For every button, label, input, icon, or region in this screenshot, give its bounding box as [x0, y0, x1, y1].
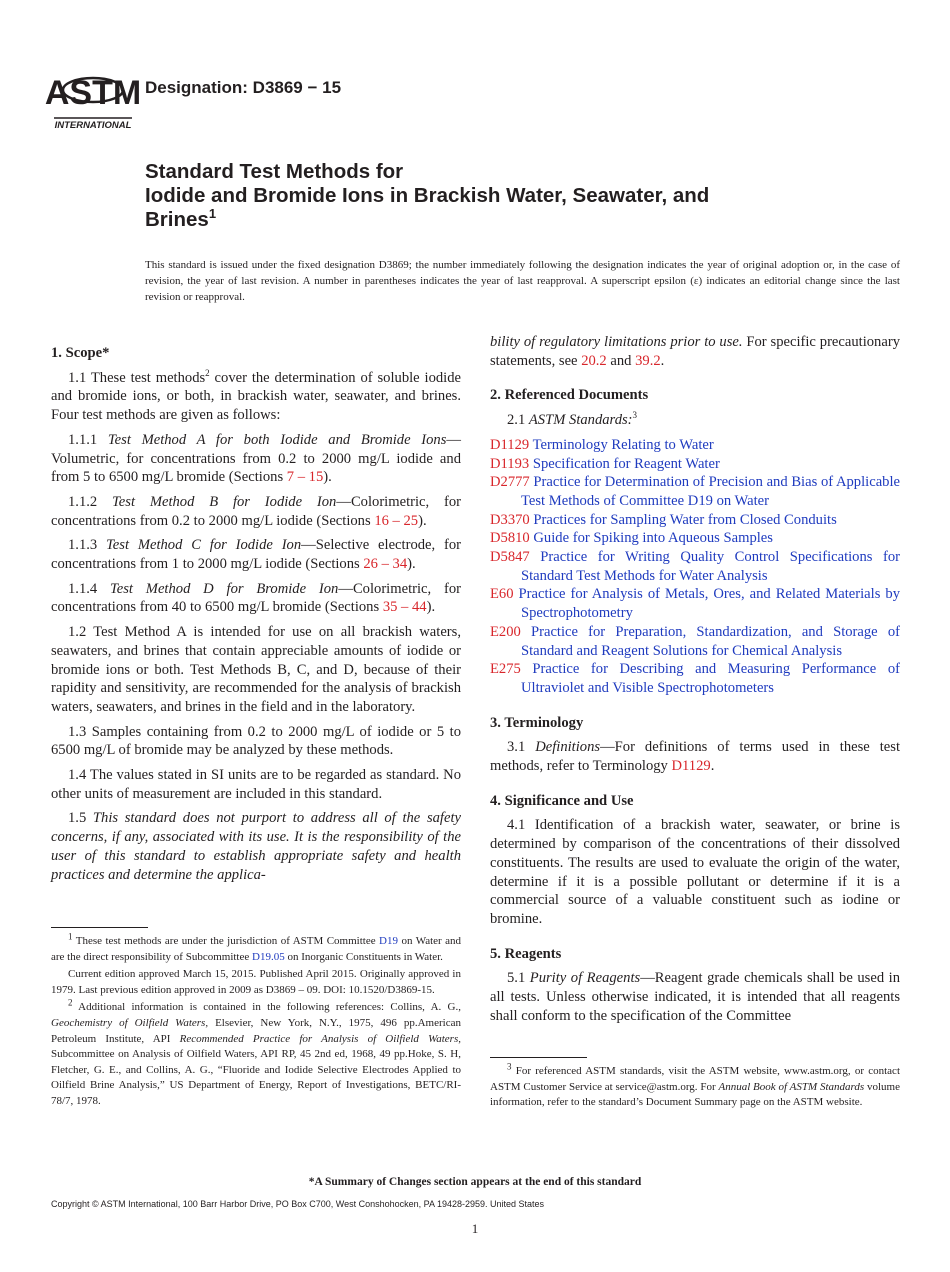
title-line: Standard Test Methods for	[145, 160, 404, 183]
footnote-ref[interactable]: 3	[507, 1061, 512, 1072]
paragraph	[490, 411, 900, 430]
reference-code-link[interactable]: D5810	[490, 530, 530, 547]
reference-code-link[interactable]: D5847	[490, 549, 530, 566]
italic-text: Annual Book of ASTM Standards	[718, 1080, 865, 1093]
section-heading: 3. Terminology	[490, 714, 584, 731]
text-span: ).	[407, 556, 416, 573]
cross-reference-link[interactable]: 26 – 34	[363, 556, 408, 573]
text-span: 1.1.4	[68, 580, 110, 597]
left-column	[51, 335, 461, 890]
paragraph	[51, 580, 461, 617]
reference-item	[490, 660, 900, 697]
text-span: ).	[426, 599, 436, 616]
cross-reference-link[interactable]: D19	[379, 935, 398, 947]
section-heading: 5. Reagents	[490, 945, 562, 962]
text-span: For referenced ASTM standards, visit the ASTM website, www.astm.org, or contact ASTM Customer Service at service@astm.org. For	[490, 1065, 900, 1093]
paragraph	[51, 809, 461, 884]
section-heading: 2. Referenced Documents	[490, 387, 649, 404]
right-column	[490, 333, 900, 1032]
cross-reference-link[interactable]: D1129	[671, 758, 711, 775]
text-span: 1.1.1	[68, 431, 108, 448]
footnote-ref[interactable]: 2	[205, 367, 210, 378]
paragraph	[51, 623, 461, 717]
footnote	[51, 997, 461, 1109]
italic-text: Definitions	[535, 739, 601, 756]
text-span: —Reagent grade chemicals shall be used in all tests. Unless otherwise indicated, it is intended that all reagents shall conform to the specification of the Committee	[490, 970, 901, 1024]
text-span: —Colorimetric, for concentrations from 40 to 6500 mg/L bromide (Sections	[51, 580, 461, 616]
text-span: and	[606, 352, 636, 369]
reference-title-link[interactable]: Practice for Determination of Precision and Bias of Applicable Test Methods of Committee D19 on Water	[521, 474, 900, 509]
text-span: 1.1 These test methods	[68, 369, 206, 386]
text-span: 2.1	[507, 412, 529, 429]
text-span: For specific precautionary statements, see	[490, 334, 900, 369]
reference-item	[490, 548, 900, 585]
reference-code-link[interactable]: E200	[490, 623, 521, 640]
italic-text: This standard does not purport to address all of the safety concerns, if any, associated with its use. It is the responsibility of the user of this standard to establish appropriate safety and health practices and determine the applica-	[51, 810, 461, 883]
text-span: 4.1 Identification of a brackish water, seawater, or brine is determined by comparison of the concentrations of their dissolved constituents. The results are used to evaluate the origin of the water, determine if it is a possible pollutant or determine if it is a commercial source of a valuable constituent such as iodine or bromine.	[490, 817, 900, 927]
reference-title-link[interactable]: Practice for Analysis of Metals, Ores, and Related Materials by Spectrophotometry	[518, 586, 900, 622]
text-span: These test methods are under the jurisdiction of ASTM Committee	[72, 935, 380, 947]
italic-text: Recommended Practice for Analysis of Oilfield Waters	[179, 1032, 459, 1045]
reference-item	[490, 623, 900, 660]
reference-title-link[interactable]: Practice for Describing and Measuring Performance of Ultraviolet and Visible Spectrophotometers	[521, 661, 900, 696]
reference-title-link[interactable]: Guide for Spiking into Aqueous Samples	[533, 530, 773, 547]
text-span: .	[660, 352, 665, 369]
reference-item	[490, 473, 900, 510]
text-span: Current edition approved March 15, 2015. Published April 2015. Originally approved in 1979. Last previous edition approved in 2009 as D3869 – 09. DOI: 10.1520/D3869-15.	[51, 968, 461, 996]
svg-text:ASTM: ASTM	[44, 74, 142, 112]
paragraph	[490, 969, 900, 1025]
text-span: ).	[418, 512, 427, 529]
paragraph	[51, 431, 461, 487]
cross-reference-link[interactable]: 35 – 44	[382, 599, 427, 616]
cross-reference-link[interactable]: 16 – 25	[374, 512, 419, 529]
footnotes-right	[490, 1061, 900, 1113]
paragraph	[51, 723, 461, 760]
reference-item	[490, 511, 900, 530]
footnote-rule	[51, 927, 148, 928]
footnote-ref[interactable]: 1	[68, 931, 73, 942]
reference-item	[490, 529, 900, 548]
text-span: —Selective electrode, for concentrations from 1 to 2000 mg/L iodide (Sections	[51, 537, 462, 573]
reference-title-link[interactable]: Terminology Relating to Water	[532, 436, 714, 453]
text-span: 5.1	[507, 970, 530, 987]
footnote-ref[interactable]: 2	[68, 997, 73, 1008]
text-span: 1.3 Samples containing from 0.2 to 2000 mg/L of iodide or 5 to 6500 mg/L of bromide may be analyzed by these methods.	[51, 723, 461, 759]
paragraph	[51, 536, 461, 573]
footnote-rule	[490, 1057, 587, 1058]
text-span: cover the determination of soluble iodide and bromide ions, or both, in brackish water, seawater, and brines. Four test methods are given as follows:	[51, 369, 461, 424]
text-span: —Volumetric, for concentrations from 0.2 to 2000 mg/L iodide and from 5 to 6500 mg/L bromide (Sections	[51, 431, 461, 486]
copyright: Copyright © ASTM International, 100 Barr Harbor Drive, PO Box C700, West Conshohocken, PA 19428-2959. United States	[51, 1199, 545, 1209]
text-span: —Colorimetric, for concentrations from 0.2 to 2000 mg/L iodide (Sections	[51, 493, 461, 529]
document-title	[145, 160, 845, 232]
reference-code-link[interactable]: E275	[490, 661, 521, 678]
cross-reference-link[interactable]: D19.05	[252, 950, 285, 963]
text-span: 1.5	[68, 810, 93, 827]
text-span: 1.2 Test Method A is intended for use on all brackish waters, seawaters, and brines that contain appreciable amounts of iodide or bromide ions or both. Test Methods B, C, and D, because of their rapidity and sensitivity, are recommended for the analysis of brackish waters, seawaters, and brines in the field and in the laboratory.	[51, 624, 461, 715]
summary-note: *A Summary of Changes section appears at the end of this standard	[308, 1176, 642, 1188]
reference-item	[490, 436, 900, 455]
reference-item	[490, 455, 900, 474]
text-span: —For definitions of terms used in these test methods, refer to Terminology	[490, 739, 900, 775]
text-span: 1.4 The values stated in SI units are to be regarded as standard. No other units of measurement are included in this standard.	[51, 767, 461, 802]
cross-reference-link[interactable]: 20.2	[581, 352, 607, 369]
text-span: ).	[323, 469, 332, 486]
footnote	[490, 1061, 900, 1111]
reference-list	[490, 436, 900, 698]
footnotes-left	[51, 931, 462, 1112]
text-span: .	[710, 758, 715, 775]
italic-text: Test Method D for Bromide Ion	[110, 580, 339, 597]
paragraph	[51, 766, 461, 803]
reference-code-link[interactable]: D3370	[490, 511, 530, 528]
title-line: Brines	[145, 208, 209, 231]
svg-text:INTERNATIONAL: INTERNATIONAL	[54, 120, 132, 131]
text-span: , Subcommittee on Analysis of Oilfield Waters, API RP, 45 2nd ed, 1968, 49 pp.Hoke, S. H, Fletcher, G. E., and Collins, A. G., “Fluoride and Iodide Selective Electrodes Applied to Oilfield Brine Analysis,” US Department of Energy, Report of Investigations, BETC/RI-78/7, 1978.	[51, 1032, 461, 1107]
reference-code-link[interactable]: E60	[490, 586, 514, 603]
cross-reference-link[interactable]: 39.2	[635, 352, 661, 369]
footnote	[51, 931, 462, 965]
text-span: Elsevier, New York, N.Y., 1975, 496 pp.American Petroleum Institute, API	[51, 1016, 461, 1045]
italic-text: Geochemistry of Oilfield Waters,	[51, 1016, 209, 1029]
text-span: Additional information is contained in the following references: Collins, A. G.,	[72, 1001, 461, 1014]
paragraph	[51, 369, 461, 425]
section-heading: 1. Scope*	[51, 345, 110, 361]
reference-code-link[interactable]: D1193	[490, 455, 530, 472]
text-span: volume information, refer to the standard’s Document Summary page on the ASTM website.	[490, 1080, 900, 1109]
reference-item	[490, 585, 900, 622]
italic-text: Test Method A for both Iodide and Bromide Ions	[107, 431, 447, 448]
reference-title-link[interactable]: Specification for Reagent Water	[532, 455, 720, 472]
footnote-ref[interactable]: 1	[208, 206, 217, 222]
italic-text: Purity of Reagents	[529, 970, 641, 987]
footnote	[51, 967, 461, 998]
italic-text: Test Method B for Iodide Ion	[112, 493, 337, 510]
text-span: on Water and are the direct responsibility of Subcommittee	[51, 935, 462, 963]
astm-logo	[44, 60, 142, 132]
reference-title-link[interactable]: Practices for Sampling Water from Closed Conduits	[533, 511, 837, 528]
reference-title-link[interactable]: Practice for Writing Quality Control Specifications for Standard Test Methods for Water Analysis	[521, 549, 900, 584]
title-line: Iodide and Bromide Ions in Brackish Water, Seawater, and	[145, 184, 710, 207]
text-span: 1.1.2	[68, 493, 113, 510]
reference-code-link[interactable]: D2777	[490, 474, 530, 491]
cross-reference-link[interactable]: 7 – 15	[286, 469, 324, 486]
paragraph	[490, 816, 900, 928]
text-span: on Inorganic Constituents in Water.	[284, 950, 443, 963]
intro-note: This standard is issued under the fixed designation D3869; the number immediately following the designation indicates the year of original adoption or, in the case of revision, the year of last revision. A number in parentheses indicates the year of last reapproval. A superscript epsilon (ε) indicates an editorial change since the last revision or reapproval.	[145, 259, 900, 303]
section-heading: 4. Significance and Use	[490, 792, 634, 809]
footnote-ref[interactable]: 3	[632, 410, 638, 421]
italic-text: Test Method C for Iodide Ion	[106, 537, 302, 554]
paragraph	[490, 333, 900, 370]
text-span: 3.1	[507, 739, 536, 756]
designation: Designation: D3869 − 15	[145, 78, 342, 97]
reference-code-link[interactable]: D1129	[490, 436, 530, 453]
paragraph	[51, 493, 461, 530]
paragraph	[490, 738, 900, 775]
italic-text: ASTM Standards:	[528, 412, 633, 429]
italic-text: bility of regulatory limitations prior to use.	[490, 334, 743, 350]
page-number: 1	[471, 1221, 479, 1236]
reference-title-link[interactable]: Practice for Preparation, Standardization, and Storage of Standard and Reagent Solutions for Chemical Analysis	[521, 623, 900, 659]
text-span: 1.1.3	[68, 537, 107, 554]
